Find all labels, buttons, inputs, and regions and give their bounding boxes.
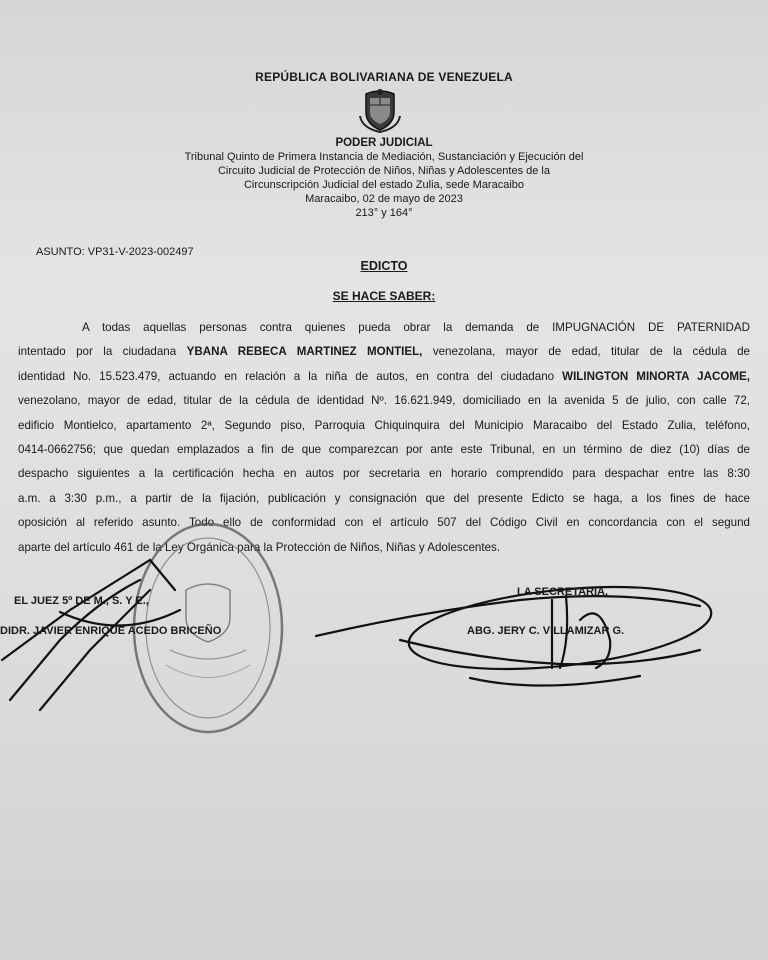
body-line-1: A todas aquellas personas contra quienes pueda obrar la demanda de IMPUGNACIÓN DE PATERNIDAD [82, 321, 750, 334]
judge-name: DIDR. JAVIER ENRIQUE ACEDO BRICEÑO [0, 625, 222, 637]
body-line-7: despacho siguientes a la certificación hecha en autos por secretaria en horario comprendido para despachar entre las 8:30 [18, 467, 750, 481]
body-line-2-b: venezolana, mayor de edad, titular de la cédula de [432, 345, 750, 359]
header-court-line-3: Circunscripción Judicial del estado Zulia, sede Maracaibo [243, 179, 525, 191]
body-line-5: edificio Montielco, apartamento 2ª, Segundo piso, Parroquia Chiquinquira del Municipio Maracaibo del Estado Zulia, teléfono, [18, 418, 750, 432]
body-line-4: venezolano, mayor de edad, titular de la cédula de identidad Nº. 16.621.949, domiciliado en la avenida 5 de julio, con calle 72, [18, 394, 750, 408]
secretary-name: ABG. JERY C. VILLAMIZAR G. [467, 625, 625, 637]
document-title: EDICTO [360, 259, 408, 273]
defendant-name: WILINGTON MINORTA JACOME, [562, 369, 750, 383]
body-line-6: 0414-0662756; que quedan emplazados a fin de que comparezcan por ante este Tribunal, en un término de diez (10) días de [18, 443, 750, 457]
header-years: 213° y 164° [355, 207, 413, 219]
document-subtitle: SE HACE SABER: [332, 289, 436, 303]
body-line-10: aparte del artículo 461 de la Ley Orgánica para la Protección de Niños, Niñas y Adolescentes. [18, 540, 501, 554]
secretary-title: LA SECRETARIA, [517, 586, 609, 598]
body-line-9: oposición al referido asunto. Todo ello de conformidad con el artículo 507 del Código Civil en concordancia con el segund [18, 516, 750, 530]
header-date: Maracaibo, 02 de mayo de 2023 [305, 193, 463, 205]
plaintiff-name: YBANA REBECA MARTINEZ MONTIEL, [186, 345, 423, 359]
case-number: ASUNTO: VP31-V-2023-002497 [36, 246, 194, 258]
header-branch: PODER JUDICIAL [335, 137, 433, 149]
body-line-8: a.m. a 3:30 p.m., a partir de la fijación, publicación y consignación que del presente Edicto se haga, a los fines de hace [18, 491, 750, 505]
judge-title: EL JUEZ 5º DE M., S. Y E., [14, 595, 149, 607]
body-line-3-a: identidad No. 15.523.479, actuando en relación a la niña de autos, en contra del ciudadano [18, 369, 555, 383]
header-court-line-1: Tribunal Quinto de Primera Instancia de Mediación, Sustanciación y Ejecución del [184, 151, 584, 163]
header-court-line-2: Circuito Judicial de Protección de Niños, Niñas y Adolescentes de la [217, 165, 550, 177]
header-country: REPÚBLICA BOLIVARIANA DE VENEZUELA [255, 70, 513, 84]
body-line-2-a: intentado por la ciudadana [18, 345, 177, 359]
